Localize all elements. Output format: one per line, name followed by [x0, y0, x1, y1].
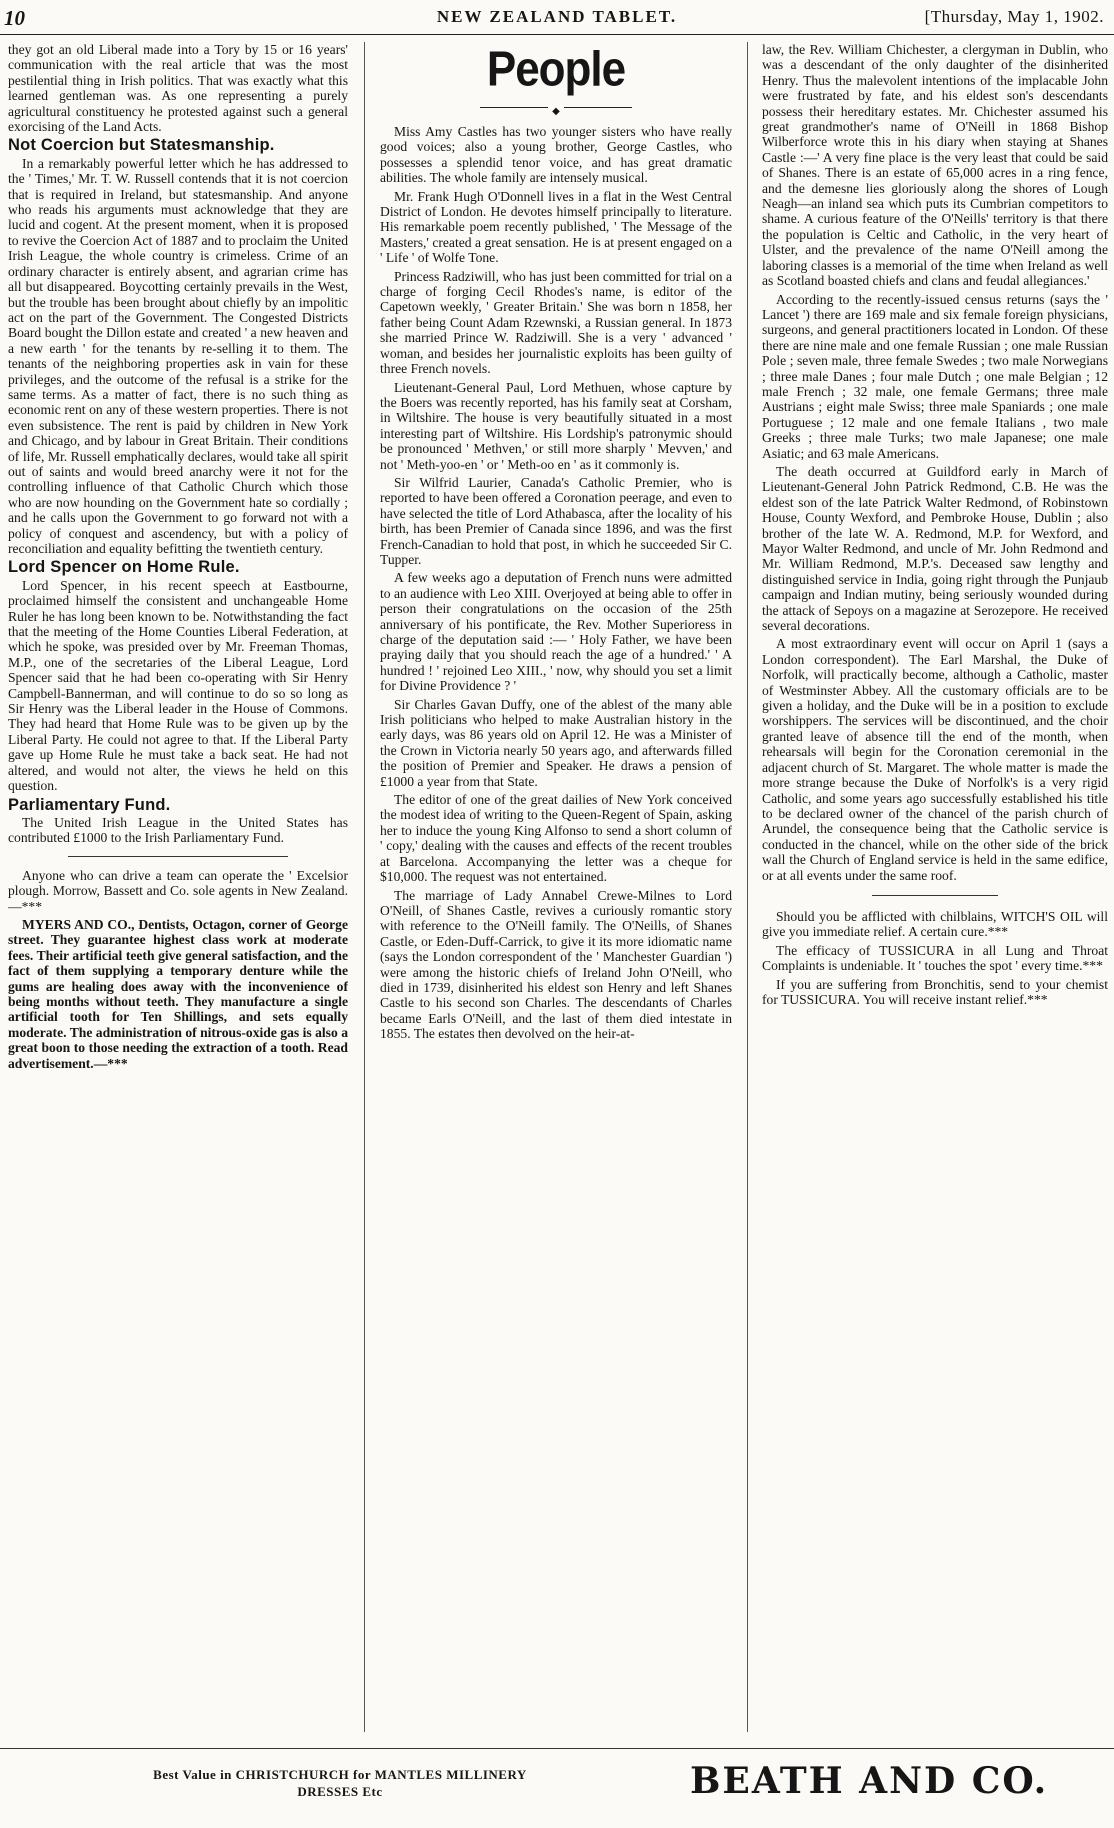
footer-rule — [0, 1748, 1114, 1749]
advertisement: If you are suffering from Bronchitis, send to your chemist for TUSSICURA. You will receive instant relief.*** — [762, 976, 1108, 1007]
advertisement: Anyone who can drive a team can operate the ' Excelsior plough. Morrow, Bassett and Co. sole agents in New Zealand.—*** — [8, 867, 348, 914]
page-header — [0, 0, 1114, 35]
issue-date: [Thursday, May 1, 1902. — [924, 7, 1104, 26]
article-paragraph: Lieutenant-General Paul, Lord Methuen, whose capture by the Boers was recently reported, has his family seat at Corsham, in Wiltshire. The house is very beautifully situated in a most interesting part of Wiltshire. His Lordship's patronymic should be pronounced ' Methven,' or still more sharply ' Mevven,' and not ' Meth-yoo-en ' or ' Meth-oo en ' as it commonly is. — [380, 379, 732, 472]
article-paragraph: Miss Amy Castles has two younger sisters who have really good voices; also a young brother, George Castles, who possesses a splendid tenor voice, and has great dramatic abilities. The whole family are intensely musical. — [380, 124, 732, 186]
article-paragraph: In a remarkably powerful letter which he has addressed to the ' Times,' Mr. T. W. Russell contends that it is not coercion that is required in Ireland, but statesmanship. And anyone who reads his arguments must acknowledge that they are lucid and cogent. At the present moment, when it is proposed to revive the Coercion Act of 1887 and to proclaim the United Irish League, the whole country is crimeless. Crime of an ordinary character is entirely absent, and agrarian crime has all but disappeared. Boycotting certainly prevails in the West, but the trouble has been brought about chiefly by an impolitic act on the part of the Government. The Congested Districts Board bought the Dillon estate and created ' a new heaven and a new earth ' for the tenants by re-selling it to them. The tenants of the neighboring properties ask in vain for these privileges, and the outcome of the refusal is a strike for the same terms. As a matter of fact, there is no such thing as economic rent on any of these western properties. There is not even subsistence. The rent is paid by children in New York and Chicago, and by labour in Great Britain. Their conditions of life, Mr. Russell emphatically declares, would take all spirit out of saints and would breed anarchy were it not for the controlling influence of that Catholic Church which those who are now hounding on the Government hate so cordially ; and he calls upon the Government to go forward not with a policy of conquest and ascendency, but with a policy of reconciliation and equality befitting the twentieth century. — [8, 155, 348, 556]
article-paragraph: Mr. Frank Hugh O'Donnell lives in a flat in the West Central District of London. He devotes himself principally to literature. His remarkable poem recently published, ' The Message of the Masters,' created a great sensation. He is at present engaged on a ' Life ' of Wolfe Tone. — [380, 188, 732, 266]
article-paragraph: Sir Charles Gavan Duffy, one of the ablest of the many able Irish politicians who helped to make Australian history in the early days, was 86 years old on April 12. He was a Minister of the Crown in Victoria nearly 50 years ago, and afterwards filled the position of Premier and Speaker. He draws a pension of £1000 a year from that State. — [380, 696, 732, 789]
advertisement: MYERS AND CO., Dentists, Octagon, corner of George street. They guarantee highest class work at moderate fees. Their artificial teeth give general satisfaction, and the fact of them supplying a temporary denture while the gums are healing does away with the inconvenience of being months without teeth. They manufacture a single artificial tooth for Ten Shillings, and sets equally moderate. The administration of nitrous-oxide gas is also a great boon to those needing the extraction of a tooth. Read advertisement.—*** — [8, 916, 348, 1071]
column-divider — [747, 42, 748, 1732]
article-paragraph: Lord Spencer, in his recent speech at Eastbourne, proclaimed himself the consistent and unchangeable Home Ruler he has long been known to be. Notwithstanding the fact that the meeting of the Home Counties Liberal Federation, at which he spoke, was presided over by Mr. Freeman Thomas, M.P., one of the secretaries of the Liberal League, Lord Spencer said that he had been co-operating with Sir Henry Campbell-Bannerman, and will continue to do so so long as Sir Henry was the Liberal leader in the House of Commons. They had heard that Home Rule was to be given up by the Liberal Party. He could not agree to that. If the Liberal Party gave up Home Rule he must take a back seat. He had not altered, and would not alter, the views he held on this question. — [8, 577, 348, 794]
section-title: People — [486, 42, 626, 97]
column-divider — [364, 42, 365, 1732]
page-footer — [0, 1760, 1114, 1820]
advertisement: Should you be afflicted with chilblains, WITCH'S OIL will give you immediate relief. A certain cure.*** — [762, 908, 1108, 940]
article-paragraph: The marriage of Lady Annabel Crewe-Milnes to Lord O'Neill, of Shanes Castle, revives a curiously romantic story with reference to the O'Neill family. The O'Neills, of Shanes Castle, or Eden-Duff-Carrick, to give it its more idiomatic name (says the London correspondent of the ' Manchester Guardian ') were among the historic chiefs of Ireland John O'Neill, who died in 1739, disinherited his eldest son Henry and left Shanes Castle to his second son Charles. The descendants of Charles became Earls O'Neill, and the last of them died intestate in 1855. The estates then devolved on the heir-at- — [380, 887, 732, 1042]
article-paragraph: The death occurred at Guildford early in March of Lieutenant-General John Patrick Redmond, C.B. He was the eldest son of the late Patrick Walter Redmond, of Robinstown House, County Wexford, and Pembroke House, Dublin ; also brother of the late W. A. Redmond, M.P. for Wexford, and Mayor Walter Redmond, and uncle of Mr. John Redmond and Mr. William Redmond, M.P.'s. Deceased saw lengthy and distinguished service in India, going right through the Punjaub campaign and Indian mutiny, being seriously wounded during the attack of Sepoys on a magazine at Serozepore. He received several decorations. — [762, 463, 1108, 634]
diamond-icon: ◆ — [548, 106, 564, 117]
column-left — [8, 42, 348, 1732]
advertisement: The efficacy of TUSSICURA in all Lung and Throat Complaints is undeniable. It ' touches the spot ' every time.*** — [762, 942, 1108, 974]
footer-advert — [60, 1766, 620, 1800]
footer-advert-line: Best Value in CHRISTCHURCH for MANTLES MILLINERY — [153, 1767, 527, 1782]
separator-rule — [762, 891, 1108, 901]
article-paragraph: law, the Rev. William Chichester, a clergyman in Dublin, who was a descendant of the only daughter of the disinherited Henry. Thus the malevolent intentions of the implacable John were frustrated by fate, and his eldest son's descendants possess their hereditary estates. Mr. Chichester assumed his great grandmother's name of O'Neill in 1868 Bishop Wilberforce wrote this in his diary when staying at Shanes Castle :—' A very fine place is the very least that could be said of Shanes. There is an estate of 65,000 acres in a ring fence, and the demesne lies gloriously along the shores of Lough Neagh—an inland sea which puts its Cumbrian competitors to shame. A curious feature of the O'Neills' territory is that there the population is Celtic and Catholic, in the very heart of Ulster, and the prevalence of the name O'Neill among the laboring classes is a memorial of the time when Ireland as well as Scotland boasted chiefs and clans and feudal allegiances.' — [762, 42, 1108, 289]
masthead: NEW ZEALAND TABLET. — [436, 7, 678, 26]
ornament-rule — [380, 102, 732, 117]
section-heading: Not Coercion but Statesmanship. — [8, 136, 275, 155]
article-paragraph: they got an old Liberal made into a Tory by 15 or 16 years' communication with the real article that was the most pestilential thing in Irish politics. That was exactly what this learned gentleman was. As one representing a purely agricultural constituency he protested against such a general exorcising of the Land Acts. — [8, 42, 348, 135]
article-paragraph: Sir Wilfrid Laurier, Canada's Catholic Premier, who is reported to have been offered a Coronation peerage, and even to have selected the title of Lord Athabasca, after the locality of his birth, has been Premier of Canada since 1896, and was the first French-Canadian to hold that post, in which he succeeded Sir C. Tupper. — [380, 474, 732, 567]
footer-advert-line: DRESSES Etc — [297, 1784, 383, 1799]
column-right — [762, 42, 1108, 1732]
article-paragraph: A most extraordinary event will occur on April 1 (says a London correspondent). The Earl Marshal, the Duke of Norfolk, will practically become, although a Catholic, master of Westminster Abbey. All the customary officials are to be given a holiday, and the Duke will be in a position to exclude worshippers. The services will be discontinued, and the choir granted leave of absence till the end of the month, when rehearsals will begin for the Coronation ceremonial in the adjacent church of St. Margaret. The whole matter is made the more strange because the Duke of Norfolk's is a very rigid Catholic, and some years ago successfully established his title to be declared owner of the chancel of the parish church of Arundel, the consequence being that the Catholic service is conducted in the chancel, while on the other side of the brick wall the Church of England service is held in the same edifice, or at all events under the same roof. — [762, 636, 1108, 883]
footer-brand: BEATH AND CO. — [690, 1760, 1049, 1802]
section-heading: Parliamentary Fund. — [8, 795, 171, 814]
article-paragraph: The United Irish League in the United States has contributed £1000 to the Irish Parliamentary Fund. — [8, 814, 348, 846]
column-middle — [380, 42, 732, 1732]
article-paragraph: Princess Radziwill, who has just been committed for trial on a charge of forging Cecil Rhodes's name, is editor of the Capetown weekly, ' Greater Britain.' She was born n 1858, her father being Count Adam Rzewnski, a Russian general. In 1873 she married Prince W. Radziwill. She is a very ' advanced ' woman, and besides her journalistic exploits has been guilty of three French novels. — [380, 268, 732, 377]
section-heading: Lord Spencer on Home Rule. — [8, 558, 240, 577]
article-paragraph: A few weeks ago a deputation of French nuns were admitted to an audience with Leo XIII. Overjoyed at being able to offer in person their congratulations on the occasion of the 25th anniversary of his pontificate, the Rev. Mother Superioress in charge of the deputation said :— ' Holy Father, we have been praying daily that you should reach the age of a hundred.' ' A hundred ! ' rejoined Leo XIII., ' now, why should you set a limit for Divine Providence ? ' — [380, 570, 732, 694]
separator-rule — [8, 852, 348, 862]
article-paragraph: The editor of one of the great dailies of New York conceived the modest idea of writing to the Queen-Regent of Spain, asking her to induce the young King Alfonso to send a short column of ' copy,' dealing with the causes and effects of the recent troubles at Barcelona. Accompanying the letter was a cheque for $10,000. The request was not entertained. — [380, 792, 732, 885]
page-number: 10 — [4, 6, 25, 30]
article-paragraph: According to the recently-issued census returns (says the ' Lancet ') there are 169 male and six female foreign physicians, surgeons, and general practitioners located in London. Of these there are nine male and one female Russian ; one male Russian Pole ; seven male, three female Swedes ; two male Norwegians ; three male Danes ; four male Dutch ; one male Belgian ; 12 male French ; 32 male, one female Germans; three male Austrians ; eight male Swiss; three male Spaniards ; one male Portuguese ; 12 male and one female Italians , two male Greeks ; three male Turks; two male Japanese; one male Asiatic; and 63 male Americans. — [762, 291, 1108, 461]
